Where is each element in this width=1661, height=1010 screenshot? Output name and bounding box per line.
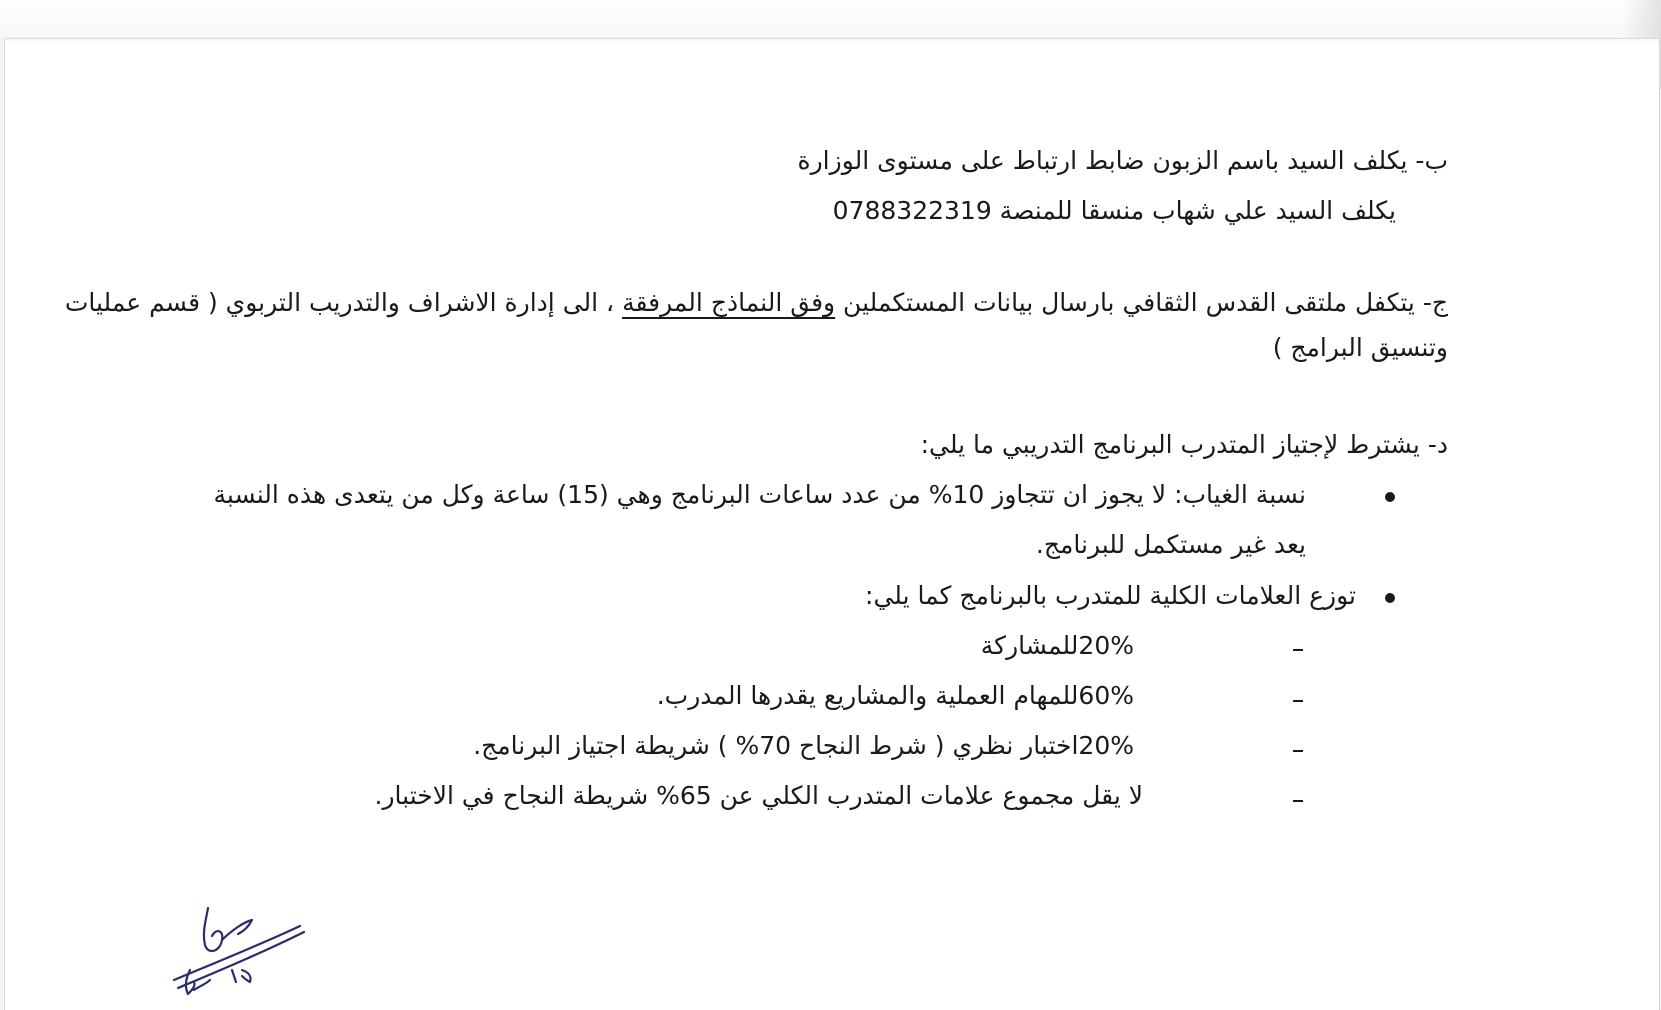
- dash-marker: [1293, 700, 1303, 702]
- dash-marker: [1293, 750, 1303, 752]
- grade-distribution-heading: توزع العلامات الكلية للمتدرب بالبرنامج كما يلي:: [865, 581, 1356, 610]
- scan-top-margin: [0, 0, 1661, 40]
- grade-item-theory-exam: 20%اختبار نظري ( شرط النجاح 70% ) شريطة اجتياز البرنامج.: [473, 731, 1134, 760]
- section-c-line-2: وتنسيق البرامج ): [1272, 333, 1448, 362]
- absence-rule-line-2: يعد غير مستكمل للبرنامج.: [1035, 530, 1306, 559]
- document-page: [4, 38, 1660, 1010]
- section-c-text-start: ج- يتكفل ملتقى القدس الثقافي بارسال بيانات المستكملين: [835, 288, 1448, 317]
- bullet-marker: [1385, 593, 1395, 603]
- section-b-line-1: ب- يكلف السيد باسم الزبون ضابط ارتباط على مستوى الوزارة: [797, 146, 1448, 175]
- section-d-heading: د- يشترط لإجتياز المتدرب البرنامج التدريبي ما يلي:: [920, 430, 1448, 459]
- bullet-marker: [1385, 492, 1395, 502]
- section-c-line-1: [65, 290, 1448, 315]
- absence-rule-line-1: نسبة الغياب: لا يجوز ان تتجاوز 10% من عدد ساعات البرنامج وهي (15) ساعة وكل من يتعدى هذه النسبة: [213, 480, 1306, 509]
- handwritten-signature: [172, 900, 312, 1000]
- grade-item-minimum-total: لا يقل مجموع علامات المتدرب الكلي عن 65% شريطة النجاح في الاختبار.: [374, 781, 1143, 810]
- dash-marker: [1293, 649, 1303, 651]
- section-c-text-end: ، الى إدارة الاشراف والتدريب التربوي ( قسم عمليات: [64, 288, 623, 317]
- attached-forms-reference: وفق النماذج المرفقة: [622, 288, 836, 317]
- section-b-line-2: يكلف السيد علي شهاب منسقا للمنصة 0788322319: [832, 196, 1396, 225]
- grade-item-practical-tasks: 60%للمهام العملية والمشاريع يقدرها المدرب.: [656, 681, 1134, 710]
- dash-marker: [1293, 800, 1303, 802]
- grade-item-participation: 20%للمشاركة: [980, 631, 1134, 660]
